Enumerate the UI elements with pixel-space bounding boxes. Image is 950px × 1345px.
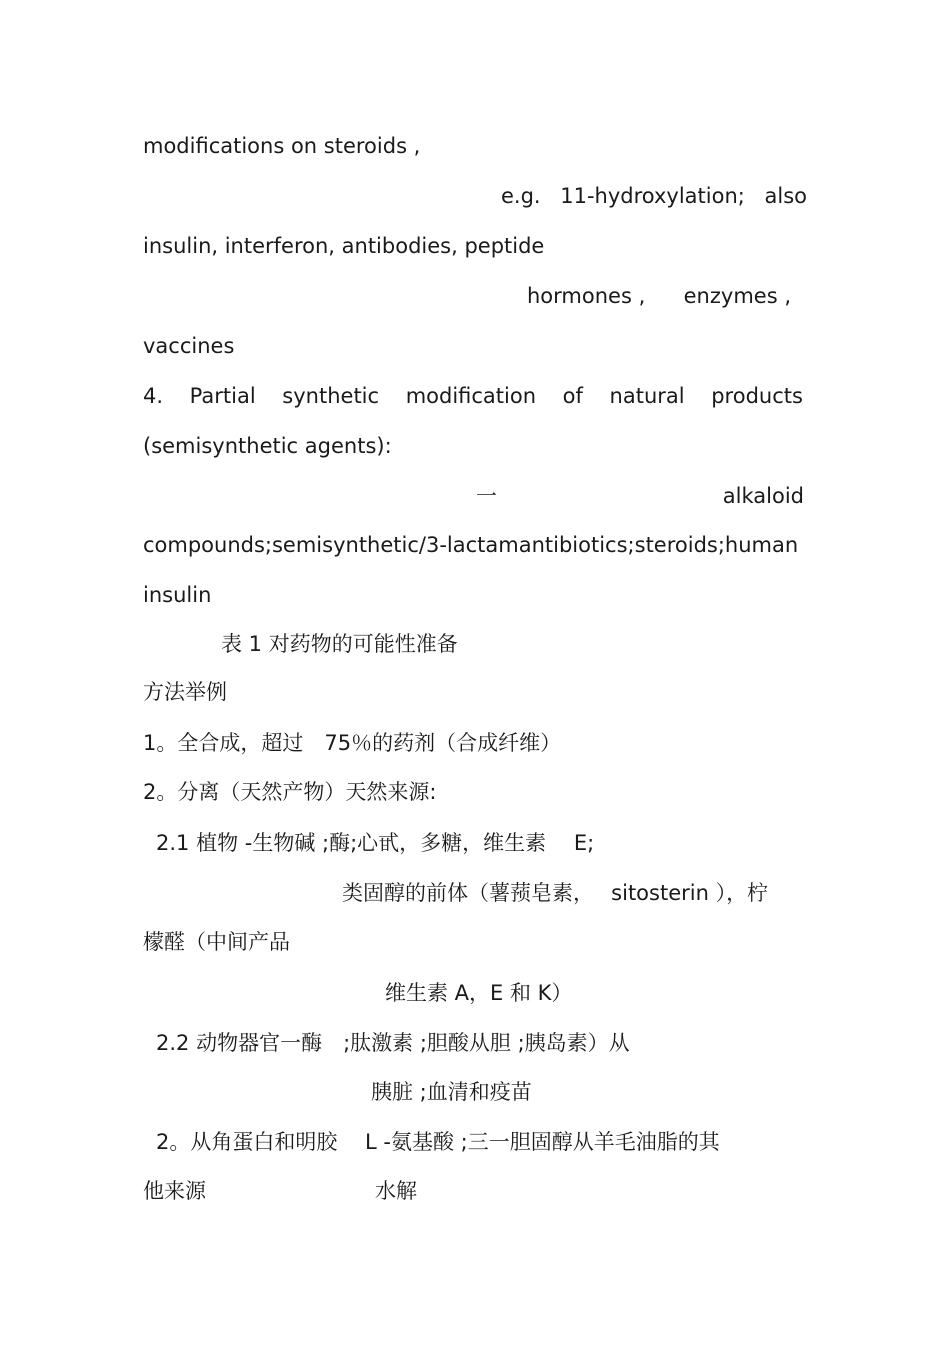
text-word: alkaloid	[722, 484, 804, 508]
text-word: 11-hydroxylation;	[560, 184, 745, 208]
text-line-9	[143, 532, 799, 558]
text-line-22-right: 水解	[375, 1179, 417, 1203]
text-word: natural	[609, 384, 685, 408]
text-word: antibiotics;steroids;human	[518, 533, 799, 557]
text-word: hormones ,	[527, 284, 646, 308]
text-line-17: 檬醛（中间产品	[143, 930, 290, 954]
table-caption: 表 1 对药物的可能性准备	[221, 632, 458, 656]
text-line-18: 维生素 A，E 和 K）	[385, 981, 573, 1005]
text-line-16: 类固醇的前体（薯蓣皂素， sitosterin ），柠	[342, 881, 769, 905]
text-line-10: insulin	[143, 583, 212, 607]
text-word: of	[562, 384, 583, 408]
text-word: also	[764, 184, 807, 208]
text-word: Partial	[189, 384, 256, 408]
text-line-20: 胰脏 ;血清和疫苗	[371, 1080, 532, 1104]
text-line-13: 1。全合成，超过 75％的药剂（合成纤维）	[143, 731, 562, 755]
text-word: 一	[476, 484, 497, 508]
text-word: /3-lactam	[418, 533, 519, 557]
text-line-21: 2。从角蛋白和明胶 L -氨基酸 ;三一胆固醇从羊毛油脂的其	[156, 1130, 720, 1154]
text-line-4	[527, 283, 791, 309]
table-header: 方法举例	[143, 680, 227, 704]
text-word: synthetic	[282, 384, 380, 408]
text-line-5: vaccines	[143, 334, 235, 358]
text-line-15: 2.1 植物 -生物碱 ;酶;心甙，多糖，维生素 E;	[156, 831, 595, 855]
text-line-19: 2.2 动物器官一酶 ;肽激素 ;胆酸从胆 ;胰岛素）从	[156, 1031, 630, 1055]
text-word: products	[711, 384, 803, 408]
text-word: compounds;semisynthetic	[143, 533, 419, 557]
text-line-7: (semisynthetic agents):	[143, 434, 392, 458]
text-line-14: 2。分离（天然产物）天然来源:	[143, 780, 437, 804]
text-word: enzymes ,	[683, 284, 791, 308]
text-word: 4.	[143, 384, 164, 408]
text-word: modification	[405, 384, 537, 408]
text-line-6	[143, 383, 803, 409]
text-line-1: modifications on steroids ,	[143, 134, 421, 158]
text-line-8	[476, 483, 804, 509]
text-word: e.g.	[501, 184, 541, 208]
text-line-22-left: 他来源	[143, 1179, 206, 1203]
text-line-3: insulin, interferon, antibodies, peptide	[143, 234, 545, 258]
text-line-2	[501, 183, 807, 209]
